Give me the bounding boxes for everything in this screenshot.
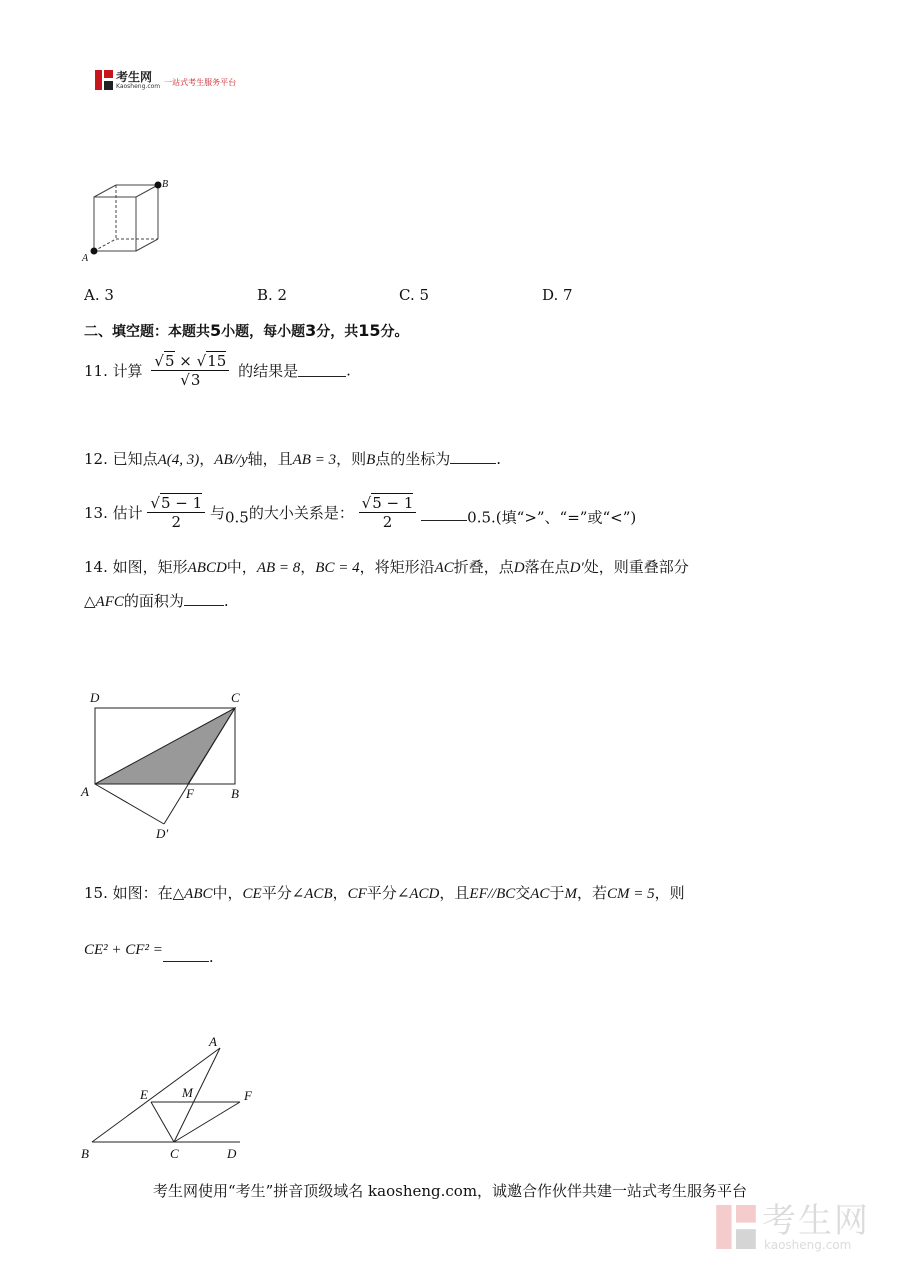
label-b: B [231,786,239,801]
question-12: 12. 已知点A(4, 3)，AB//y轴，且AB = 3，则B点的坐标为 . [84,450,502,468]
shaded-triangle-afc [95,708,235,784]
triangle-bisector-figure [78,1036,268,1166]
question-14-line1: 14. 如图，矩形ABCD中，AB = 8，BC = 4，将矩形沿AC折叠，点D落在点D′处，则重叠部分 [84,558,689,576]
q12-answer-blank[interactable] [450,451,496,464]
watermark-logo-icon [716,1205,756,1249]
question-14-line2: △AFC的面积为 . [84,592,229,610]
point-b-dot [155,182,162,189]
cube-figure [80,175,180,265]
footer-text: 考生网使用“考生”拼音顶级域名 kaosheng.com，诚邀合作伙伴共建一站式考生服务平台 [152,1182,748,1200]
label-a: A [81,784,89,799]
label-e: E [140,1087,148,1102]
watermark-url: kaosheng.com [764,1238,852,1252]
question-13: 13. 估计 $\frac{√5 - 1}{2}$ 与0.5的大小关系是： $\frac{√5 - 1}{2}$ 0.5.(填“>”、“=”或“<”) [84,494,637,531]
option-b: B. 2 [257,286,288,304]
option-c: C. 5 [399,286,430,304]
label-f: F [244,1088,252,1103]
label-f: F [186,786,194,801]
question-15-line1: 15. 如图：在△ABC中，CE平分∠ACB，CF平分∠ACD，且EF//BC交AC于M，若CM = 5，则 [84,884,685,902]
point-a-dot [91,248,98,255]
label-d-prime: D′ [156,826,169,841]
label-b: B [81,1146,89,1161]
rectangle-fold-figure [78,686,258,846]
label-d: D [90,690,100,705]
option-a: A. 3 [84,286,114,304]
question-11: 11. 计算 $\frac{√5 \times √15}{√3}$ 的结果是 . [84,352,351,389]
cube-label-a: A [82,253,89,264]
question-15-line2: CE² + CF² = . [84,942,214,966]
label-c: C [170,1146,179,1161]
option-d: D. 7 [542,286,573,304]
label-m: M [182,1085,193,1100]
header-logo [95,70,236,90]
logo-slogan: 一站式考生服务平台 [164,77,237,87]
q13-fraction-1: $\frac{√5 - 1}{2}$ [147,494,205,531]
q15-answer-blank[interactable] [163,949,209,962]
q11-fraction: $\frac{√5 \times √15}{√3}$ [151,352,229,389]
logo-url: Kaosheng.com [116,82,161,90]
q13-fraction-2: $\frac{√5 - 1}{2}$ [359,494,417,531]
kaosheng-logo-icon [95,70,113,90]
logo-name: 考生网 [116,69,153,84]
cube-label-b: B [162,179,169,190]
section2-heading: 二、填空题：本题共5小题，每小题3分，共15分。 [84,321,409,340]
label-c: C [231,690,240,705]
label-d: D [227,1146,237,1161]
label-a: A [209,1036,217,1049]
watermark-name: 考生网 [762,1201,870,1241]
watermark [716,1203,870,1251]
q14-answer-blank[interactable] [184,593,224,606]
q13-answer-blank[interactable] [421,508,467,521]
q11-answer-blank[interactable] [298,364,346,377]
